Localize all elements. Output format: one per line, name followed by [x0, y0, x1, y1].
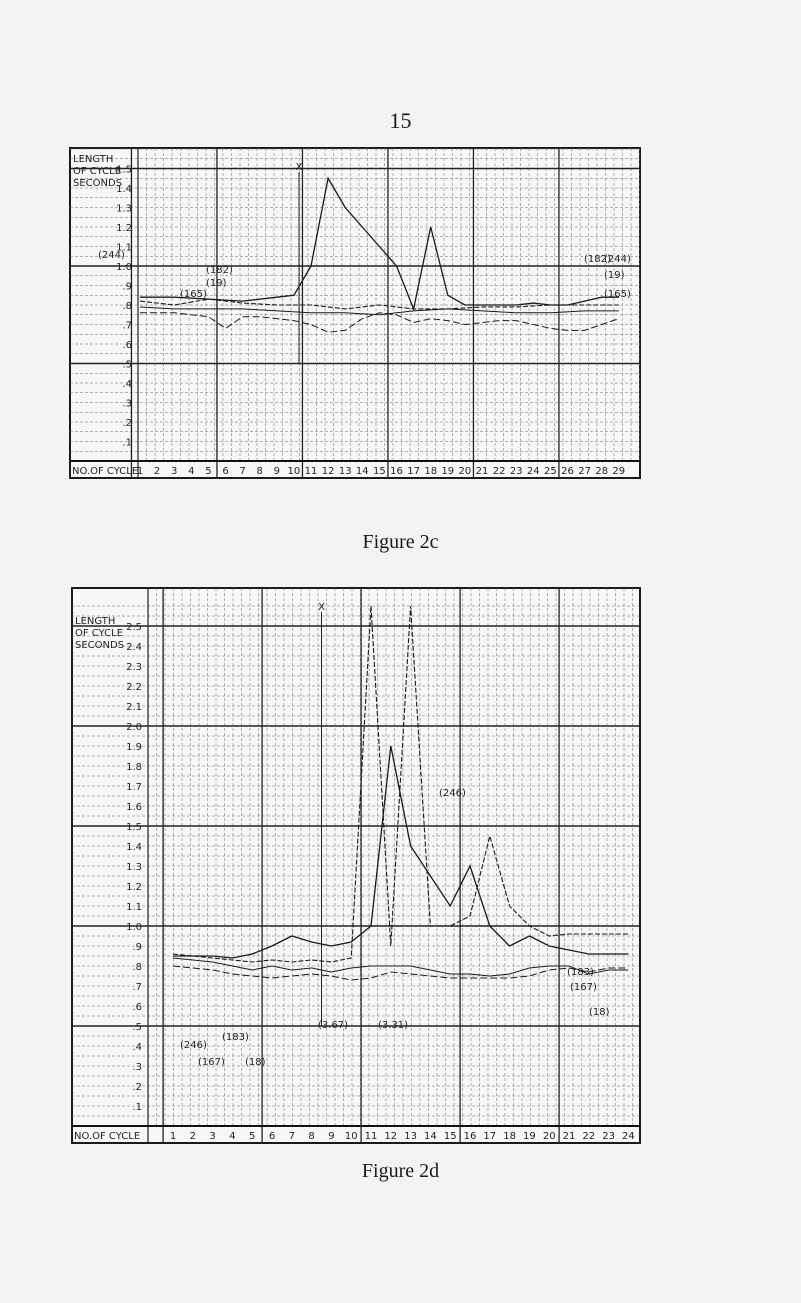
y-tick-label: 1.1	[126, 902, 142, 913]
y-tick-label: .4	[122, 379, 132, 390]
y-axis-label: SECONDS	[75, 640, 125, 651]
y-tick-label: 1.4	[116, 184, 132, 195]
x-tick-label: 13	[404, 1131, 417, 1142]
x-tick-label: 15	[373, 466, 386, 477]
y-tick-label: 2.2	[126, 682, 142, 693]
y-tick-label: 1.5	[116, 164, 132, 176]
y-tick-label: .1	[122, 437, 132, 449]
series-annotation: (167)	[198, 1057, 225, 1068]
x-tick-label: 21	[562, 1131, 576, 1142]
x-tick-label: 22	[582, 1131, 596, 1142]
y-axis-label: LENGTH	[73, 154, 114, 165]
y-tick-label: .2	[132, 1082, 142, 1093]
y-tick-label: 1.0	[126, 922, 142, 933]
y-tick-label: .9	[132, 942, 142, 953]
x-tick-label: 24	[622, 1131, 635, 1142]
series-annotation: (18)	[589, 1007, 610, 1018]
y-tick-label: 2.0	[126, 722, 142, 733]
y-axis-label: OF CYCLE	[73, 166, 122, 177]
x-tick-label: 10	[287, 466, 301, 477]
y-tick-label: .8	[132, 962, 142, 973]
x-tick-label: 17	[483, 1131, 497, 1142]
series-annotation: (18)	[245, 1057, 266, 1068]
x-tick-label: 27	[578, 466, 591, 477]
y-tick-label: 1.1	[116, 242, 132, 254]
y-tick-label: 1.0	[116, 262, 132, 273]
y-axis-label: OF CYCLE	[75, 628, 124, 639]
series-annotation: (165)	[604, 289, 631, 300]
y-tick-label: 1.6	[126, 802, 142, 813]
chart-frame	[72, 588, 640, 1143]
time-marker: X	[295, 162, 303, 173]
y-tick-label: 1.3	[116, 203, 132, 215]
y-tick-label: 2.3	[126, 662, 142, 673]
x-tick-label: 1	[136, 466, 144, 477]
y-tick-label: 2.4	[126, 642, 142, 653]
series-annotation: (3.67)	[318, 1020, 349, 1031]
x-tick-label: 16	[463, 1131, 477, 1142]
x-tick-label: 28	[595, 466, 609, 477]
y-tick-label: 2.5	[126, 622, 142, 633]
y-tick-label: 1.8	[126, 762, 142, 773]
x-tick-label: 20	[542, 1131, 556, 1142]
series-annotation: (182)	[584, 254, 611, 265]
y-tick-label: 2.1	[126, 702, 142, 713]
x-tick-label: 22	[492, 466, 506, 477]
y-tick-label: 1.4	[126, 842, 142, 853]
page-number: 15	[389, 108, 412, 133]
series-annotation: (182)	[206, 265, 233, 276]
x-tick-label: 3	[209, 1131, 216, 1142]
x-tick-label: 8	[308, 1131, 315, 1142]
x-tick-label: 17	[407, 466, 420, 477]
y-tick-label: .5	[132, 1022, 142, 1033]
y-tick-label: 1.2	[126, 882, 142, 893]
y-tick-label: .8	[122, 301, 132, 312]
x-tick-label: 18	[503, 1131, 516, 1142]
figure-2d-caption: Figure 2d	[361, 1160, 440, 1182]
x-tick-label: 23	[509, 466, 523, 477]
y-tick-label: .6	[132, 1002, 142, 1013]
y-tick-label: .2	[122, 418, 132, 429]
x-tick-label: 5	[249, 1131, 256, 1142]
x-tick-label: 2	[153, 466, 161, 477]
y-tick-label: 1.3	[126, 862, 142, 873]
x-tick-label: 15	[443, 1131, 457, 1142]
x-tick-label: 9	[328, 1131, 335, 1142]
x-tick-label: 14	[355, 466, 369, 477]
x-tick-label: 13	[338, 466, 352, 477]
series-annotation: (3.31)	[378, 1020, 409, 1031]
y-axis-label: LENGTH	[75, 616, 116, 627]
x-tick-label: 21	[475, 466, 489, 477]
y-tick-label: .3	[122, 398, 132, 410]
series-annotation: (165)	[180, 289, 207, 300]
y-tick-label: .1	[132, 1102, 142, 1113]
x-tick-label: 11	[364, 1131, 378, 1142]
x-tick-label: 26	[561, 466, 574, 477]
y-tick-label: 1.7	[126, 782, 142, 793]
x-tick-label: 6	[222, 466, 229, 477]
y-tick-label: .4	[132, 1042, 142, 1053]
x-tick-label: 7	[239, 466, 246, 477]
series-annotation: (183)	[222, 1032, 249, 1043]
y-tick-label: .6	[122, 340, 132, 351]
x-tick-label: 3	[171, 466, 178, 477]
series-annotation: (244)	[604, 254, 631, 265]
x-tick-label: 12	[384, 1131, 398, 1142]
x-tick-label: 12	[321, 466, 335, 477]
x-tick-label: 20	[458, 466, 472, 477]
series-annotation: (246)	[439, 788, 466, 799]
series-annotation: (19)	[206, 278, 227, 289]
y-tick-label: 1.2	[116, 223, 132, 234]
x-tick-label: 25	[544, 466, 557, 477]
figure-2c-caption: Figure 2c	[362, 531, 439, 553]
series-annotation: (19)	[604, 270, 625, 281]
y-tick-label: 1.5	[126, 822, 142, 833]
x-tick-label: 24	[526, 466, 540, 477]
series-annotation: (183)	[567, 967, 594, 978]
y-tick-label: 1.9	[126, 742, 142, 753]
x-tick-label: 1	[169, 1131, 177, 1142]
x-tick-label: 9	[273, 466, 280, 477]
y-tick-label: .7	[122, 320, 132, 332]
y-tick-label: .7	[132, 982, 142, 993]
x-tick-label: 16	[390, 466, 403, 477]
x-tick-label: 11	[304, 466, 318, 477]
y-tick-label: .5	[122, 359, 132, 371]
x-axis-label: NO.OF CYCLE	[74, 1131, 141, 1142]
x-tick-label: 19	[523, 1131, 536, 1142]
x-tick-label: 4	[229, 1131, 236, 1142]
x-tick-label: 14	[424, 1131, 437, 1142]
x-tick-label: 18	[424, 466, 438, 477]
x-tick-label: 5	[205, 466, 212, 477]
y-tick-label: .9	[122, 281, 132, 293]
time-marker: X	[318, 602, 325, 613]
series-annotation: (246)	[180, 1040, 207, 1051]
x-tick-label: 19	[441, 466, 455, 477]
x-tick-label: 10	[344, 1131, 358, 1142]
x-tick-label: 2	[189, 1131, 196, 1142]
x-tick-label: 7	[288, 1131, 295, 1142]
x-axis-label: NO.OF CYCLE	[72, 466, 139, 477]
y-axis-label: SECONDS	[73, 178, 123, 189]
series-annotation: (167)	[570, 982, 597, 993]
x-tick-label: 29	[612, 466, 626, 477]
x-tick-label: 6	[268, 1131, 276, 1142]
x-tick-label: 4	[188, 466, 195, 477]
x-tick-label: 8	[256, 466, 263, 477]
x-tick-label: 23	[602, 1131, 615, 1142]
y-tick-label: .3	[132, 1062, 142, 1073]
series-annotation: (244)	[98, 250, 125, 261]
